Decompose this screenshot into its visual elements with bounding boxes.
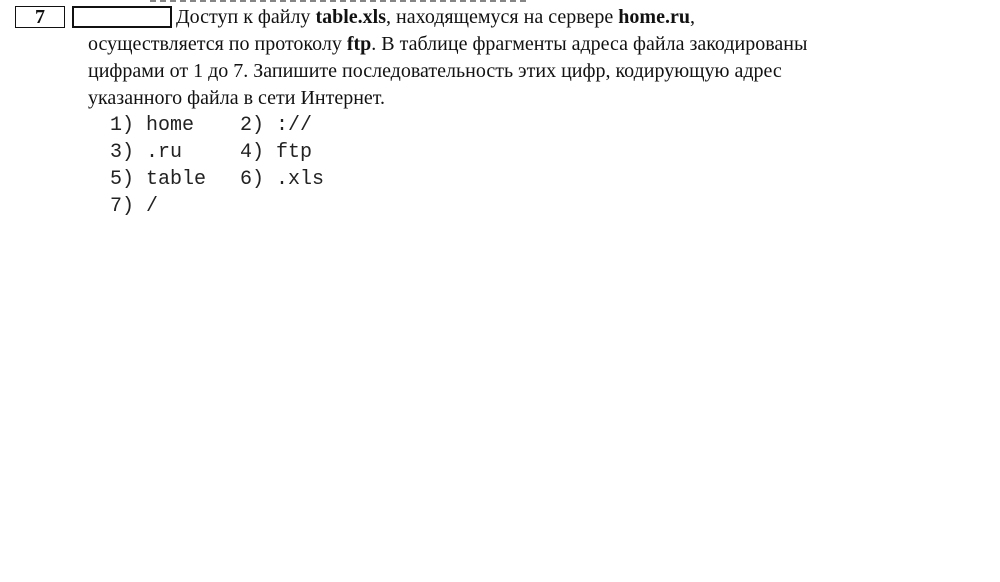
option-item: 6) .xls	[240, 168, 325, 191]
question-line-1: Доступ к файлу table.xls, находящемуся на сервере home.ru,	[176, 6, 695, 28]
server-name: home.ru	[618, 6, 690, 28]
option-item: 1) home	[110, 114, 195, 137]
question-line-3: цифрами от 1 до 7. Запишите последовательность этих цифр, кодирующую адрес	[88, 60, 782, 82]
question-text	[88, 4, 988, 112]
option-item: 4) ftp	[240, 141, 313, 164]
question-line-4: указанного файла в сети Интернет.	[88, 87, 386, 109]
options-row	[110, 112, 370, 139]
question-number: 7	[35, 6, 45, 28]
question-line-2: осуществляется по протоколу ftp. В таблице фрагменты адреса файла закодированы	[88, 33, 808, 55]
previous-page-text-remnant	[150, 0, 530, 2]
option-item: 2) ://	[240, 114, 313, 137]
options-row	[110, 193, 370, 220]
question-number-box	[15, 6, 65, 28]
file-name: table.xls	[315, 6, 386, 28]
protocol-name: ftp	[346, 33, 372, 55]
options-list	[110, 112, 370, 220]
options-row	[110, 166, 370, 193]
option-item: 3) .ru	[110, 141, 183, 164]
options-row	[110, 139, 370, 166]
option-item: 5) table	[110, 168, 207, 191]
option-item: 7) /	[110, 195, 159, 218]
